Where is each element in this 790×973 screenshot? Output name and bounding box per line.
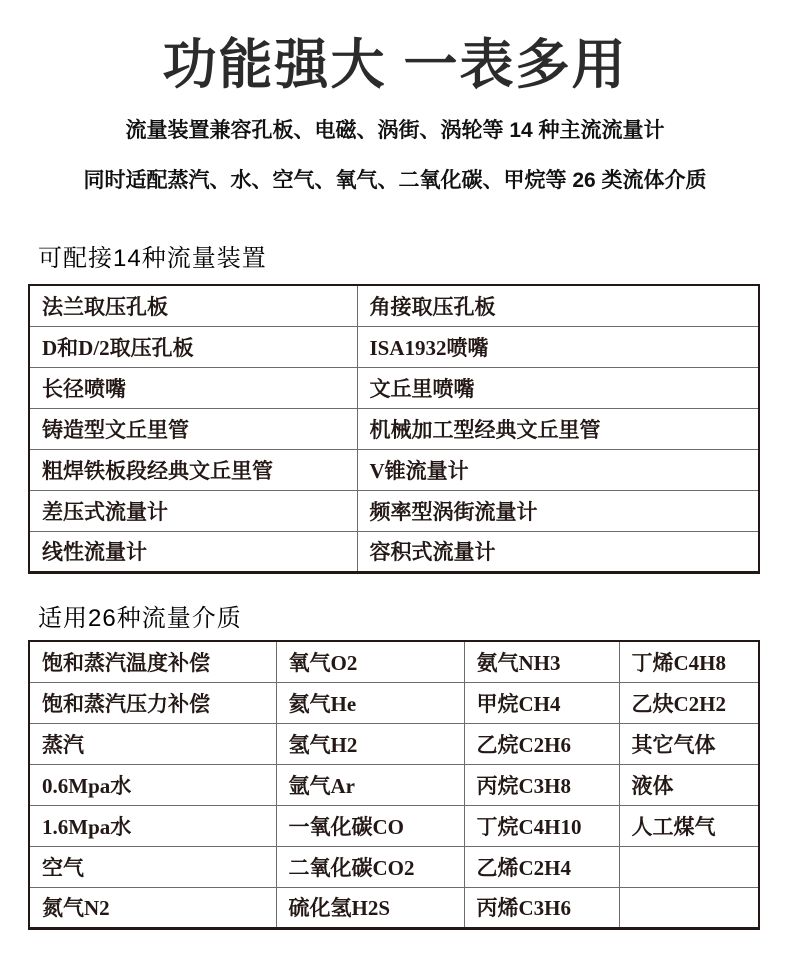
table-row [29,531,759,572]
device-cell: D和D/2取压孔板 [29,326,357,367]
table-row [29,682,759,723]
device-cell: V锥流量计 [357,449,759,490]
media-cell: 丙烷C3H8 [464,764,619,805]
media-cell: 人工煤气 [619,805,759,846]
media-cell: 氧气O2 [276,641,464,682]
device-cell: 粗焊铁板段经典文丘里管 [29,449,357,490]
media-cell: 甲烷CH4 [464,682,619,723]
media-cell: 饱和蒸汽温度补偿 [29,641,276,682]
table-row [29,887,759,928]
media-cell: 乙烯C2H4 [464,846,619,887]
media-cell: 乙炔C2H2 [619,682,759,723]
media-cell: 液体 [619,764,759,805]
media-cell: 硫化氢H2S [276,887,464,928]
page-title: 功能强大 一表多用 [162,35,628,95]
media-cell: 0.6Mpa水 [29,764,276,805]
devices-section-heading: 可配接14种流量装置 [38,245,267,272]
device-cell: 铸造型文丘里管 [29,408,357,449]
device-cell: 角接取压孔板 [357,285,759,326]
table-row [29,408,759,449]
device-cell: ISA1932喷嘴 [357,326,759,367]
media-cell: 其它气体 [619,723,759,764]
media-cell: 氨气NH3 [464,641,619,682]
devices-table [28,284,760,574]
device-cell: 频率型涡街流量计 [357,490,759,531]
table-row [29,367,759,408]
media-cell: 一氧化碳CO [276,805,464,846]
media-cell: 氦气He [276,682,464,723]
media-cell [619,846,759,887]
media-cell: 饱和蒸汽压力补偿 [29,682,276,723]
table-row [29,764,759,805]
device-cell: 文丘里喷嘴 [357,367,759,408]
table-row [29,641,759,682]
device-cell: 线性流量计 [29,531,357,572]
media-cell: 丁烯C4H8 [619,641,759,682]
media-cell: 丁烷C4H10 [464,805,619,846]
table-row [29,449,759,490]
table-row [29,490,759,531]
table-row [29,805,759,846]
subtitle-devices-summary: 流量装置兼容孔板、电磁、涡街、涡轮等 14 种主流流量计 [125,119,665,142]
media-cell: 蒸汽 [29,723,276,764]
media-cell: 氮气N2 [29,887,276,928]
media-cell: 丙烯C3H6 [464,887,619,928]
media-table [28,640,760,930]
device-cell: 差压式流量计 [29,490,357,531]
device-cell: 机械加工型经典文丘里管 [357,408,759,449]
media-cell: 乙烷C2H6 [464,723,619,764]
media-cell: 氢气H2 [276,723,464,764]
table-row [29,723,759,764]
media-cell: 氩气Ar [276,764,464,805]
device-cell: 长径喷嘴 [29,367,357,408]
media-cell: 二氧化碳CO2 [276,846,464,887]
device-cell: 容积式流量计 [357,531,759,572]
media-section-heading: 适用26种流量介质 [38,605,242,632]
table-row [29,326,759,367]
table-row [29,846,759,887]
media-cell: 1.6Mpa水 [29,805,276,846]
device-cell: 法兰取压孔板 [29,285,357,326]
table-row [29,285,759,326]
media-cell [619,887,759,928]
media-cell: 空气 [29,846,276,887]
subtitle-media-summary: 同时适配蒸汽、水、空气、氧气、二氧化碳、甲烷等 26 类流体介质 [83,169,707,192]
